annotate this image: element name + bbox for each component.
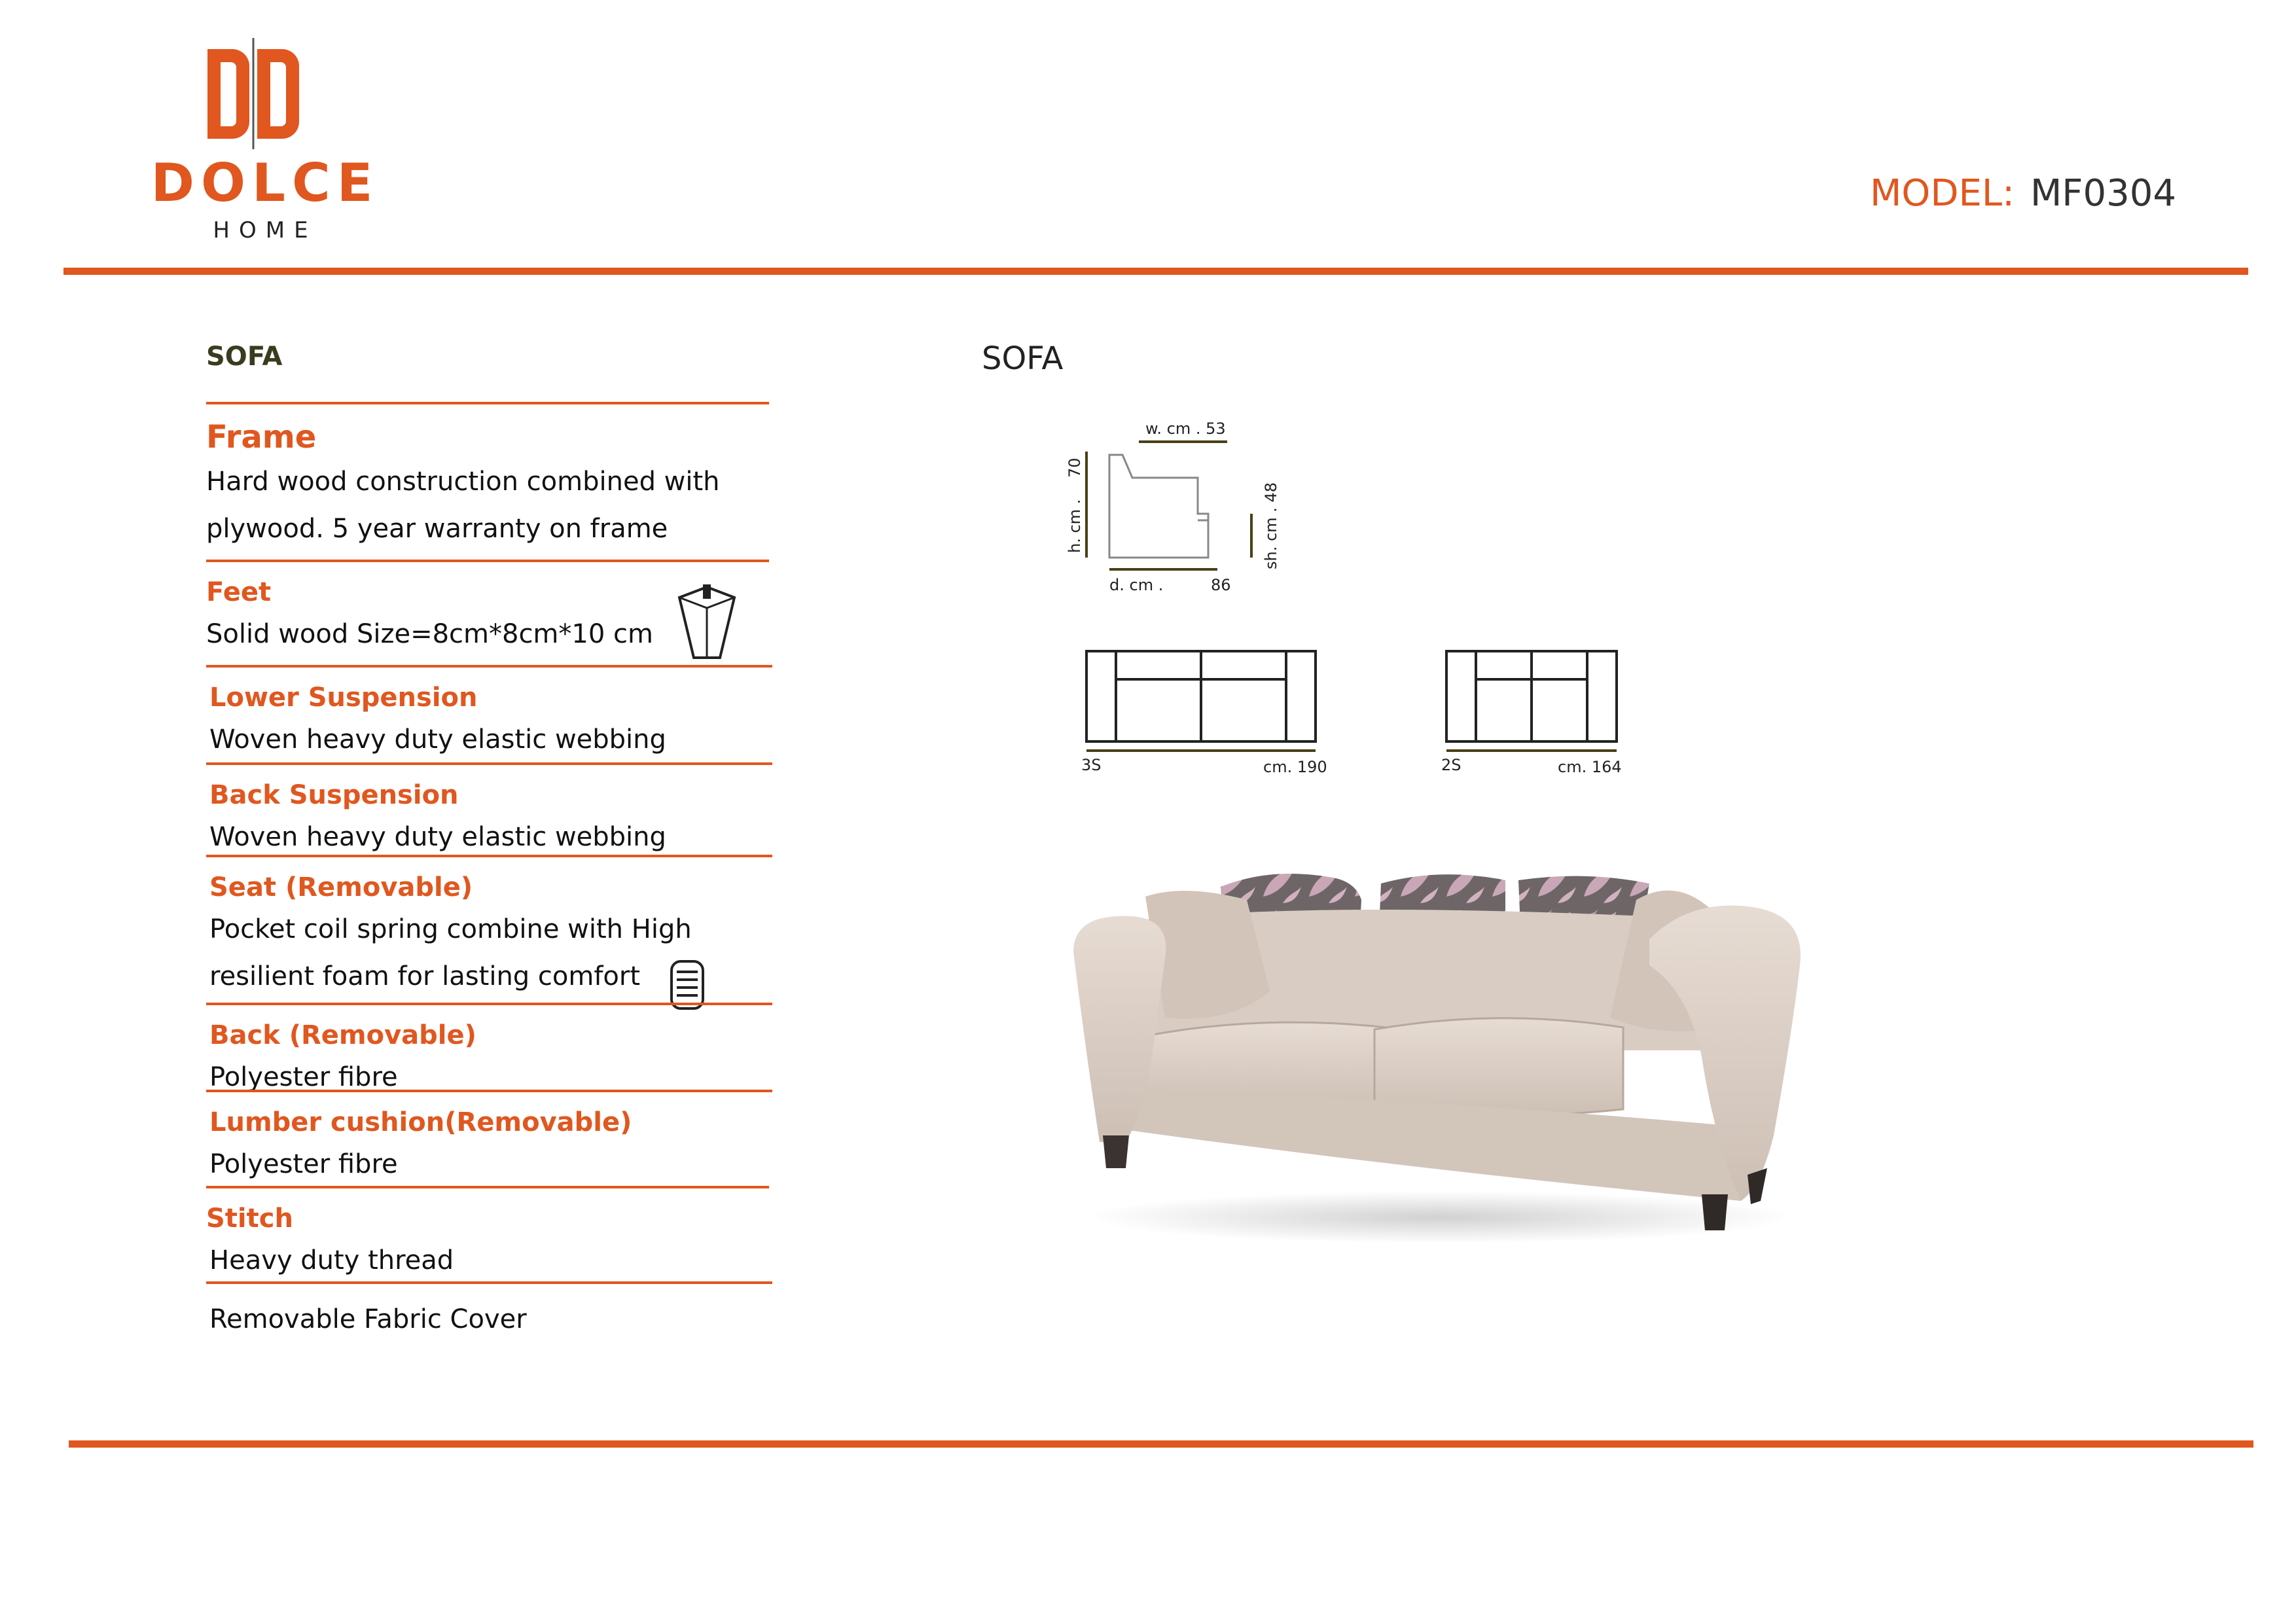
model-value: MF0304 — [2030, 172, 2176, 215]
spec-text: Solid wood Size=8cm*8cm*10 cm — [206, 619, 653, 649]
model-label: MODEL: — [1869, 172, 2015, 215]
spec-heading: Back Suspension — [209, 780, 459, 810]
depth-value: 86 — [1211, 576, 1231, 594]
plan-2-seater — [1433, 645, 1630, 782]
spec-text: plywood. 5 year warranty on frame — [206, 514, 668, 544]
spec-heading: Seat (Removable) — [209, 872, 473, 902]
spec-stitch — [206, 1186, 769, 1283]
footer-divider — [69, 1440, 2253, 1448]
drawing-title: SOFA — [982, 340, 1064, 377]
variant-length: cm. 190 — [1263, 758, 1327, 776]
header-divider — [63, 268, 2248, 275]
spec-lumber-cushion — [206, 1090, 772, 1188]
model-number — [1869, 172, 2176, 215]
spec-heading: Stitch — [206, 1204, 293, 1234]
side-dimension-drawing — [1047, 412, 1309, 602]
spec-heading: Frame — [206, 419, 317, 455]
variant-code: 2S — [1441, 756, 1462, 774]
spec-seat — [206, 855, 772, 1005]
spec-text: Woven heavy duty elastic webbing — [209, 724, 666, 755]
spec-heading: Lumber cushion(Removable) — [209, 1107, 632, 1137]
spec-text: Heavy duty thread — [209, 1245, 454, 1275]
depth-label: d. cm . — [1109, 576, 1164, 594]
spec-text: resilient foam for lasting comfort — [209, 961, 641, 991]
footer-note: Removable Fabric Cover — [209, 1304, 527, 1334]
brand-name: DOLCE — [151, 152, 380, 213]
plan-3-seater — [1073, 645, 1335, 782]
spec-text: Polyester fibre — [209, 1062, 398, 1092]
spec-text: Woven heavy duty elastic webbing — [209, 822, 666, 852]
spec-heading: Lower Suspension — [209, 683, 478, 713]
spec-feet — [206, 560, 769, 667]
spec-heading: Back (Removable) — [209, 1020, 476, 1050]
spec-text: Pocket coil spring combine with High — [209, 914, 692, 944]
width-label: w. cm . 53 — [1145, 419, 1226, 438]
height-value: 70 — [1066, 457, 1084, 478]
variant-length: cm. 164 — [1558, 758, 1622, 776]
spec-frame — [206, 402, 769, 562]
spec-text: Hard wood construction combined with — [206, 467, 720, 497]
variant-code: 3S — [1081, 756, 1102, 774]
spec-footer — [206, 1281, 772, 1349]
spec-back-suspension — [206, 762, 772, 857]
sofa-photo — [1073, 861, 1839, 1253]
furniture-leg-icon — [674, 583, 740, 663]
brand-logo — [147, 33, 383, 249]
height-label: h. cm . — [1066, 499, 1084, 553]
spec-lower-suspension — [206, 665, 772, 764]
spec-back — [206, 1003, 772, 1092]
spec-section-title: SOFA — [206, 342, 283, 372]
spec-heading: Feet — [206, 577, 272, 607]
seat-height-label: sh. cm . 48 — [1262, 482, 1280, 569]
brand-subtitle: HOME — [213, 217, 317, 243]
spec-text: Polyester fibre — [209, 1149, 398, 1179]
